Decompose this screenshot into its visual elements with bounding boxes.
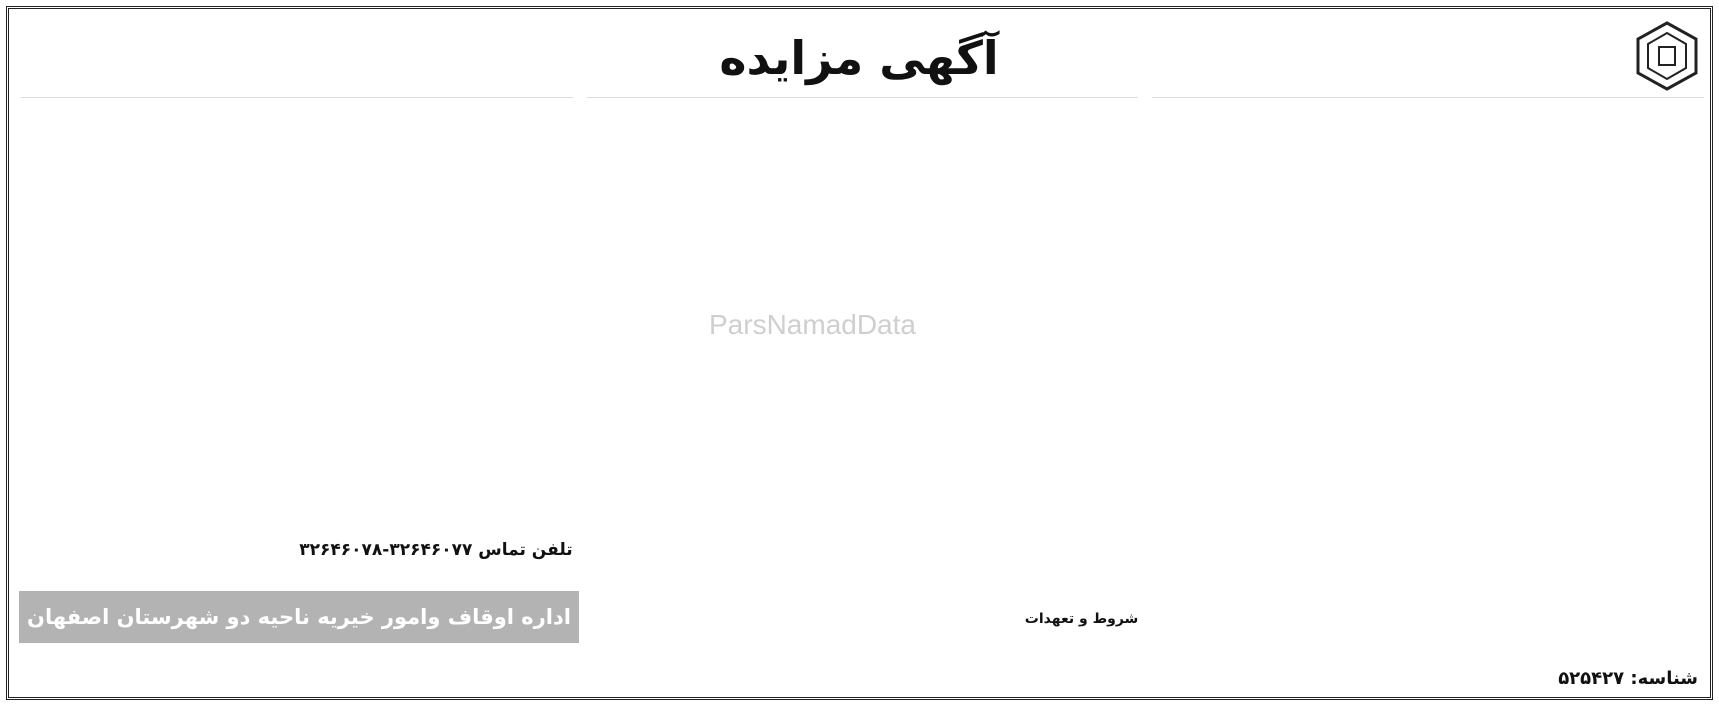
notice-headline: آگهی مزایده bbox=[719, 31, 999, 85]
endowment-logo-icon bbox=[1634, 21, 1700, 91]
terms-heading: شروط و تعهدات bbox=[1024, 611, 1139, 627]
auction-notice bbox=[6, 6, 1713, 700]
column-left bbox=[21, 97, 573, 657]
column-right bbox=[1152, 97, 1704, 657]
notice-id: شناسه: ۵۲۵۴۲۷ bbox=[1558, 668, 1698, 689]
contact-phone: تلفن تماس ۳۲۶۴۶۰۷۷-۳۲۶۴۶۰۷۸ bbox=[299, 540, 573, 560]
notice-body bbox=[21, 97, 1704, 657]
column-middle bbox=[587, 97, 1139, 657]
footer-organization: اداره اوقاف وامور خیریه ناحیه دو شهرستان اصفهان bbox=[19, 591, 579, 643]
watermark-text: ParsNamadData bbox=[709, 309, 916, 340]
